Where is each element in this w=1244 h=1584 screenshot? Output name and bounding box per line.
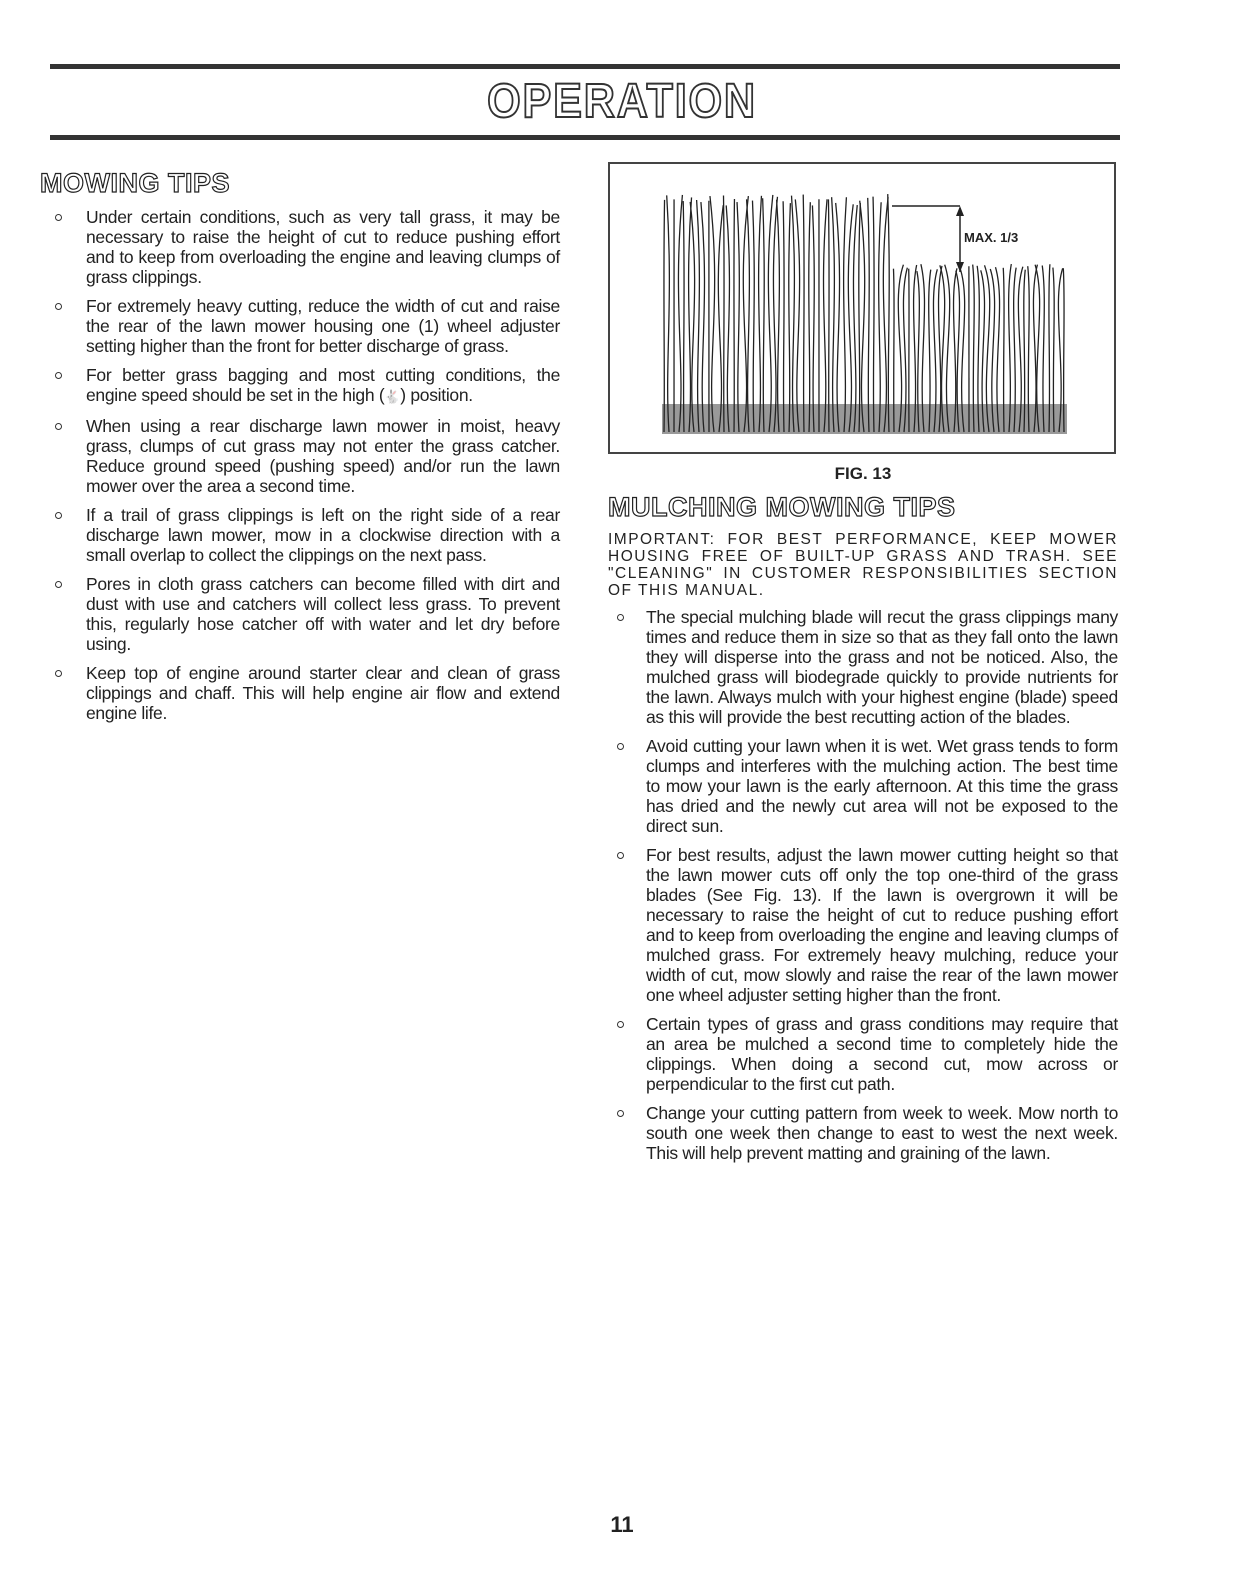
grass-blade: [803, 195, 804, 432]
list-item: [40, 416, 560, 496]
right-column: [608, 162, 1118, 1172]
bullet-icon: [617, 1021, 624, 1028]
rabbit-icon: 🐇: [384, 389, 401, 404]
grass-blade: [883, 197, 888, 432]
ground: [662, 404, 1067, 434]
item-text: Pores in cloth grass catchers can become filled with dirt and dust with use and catchers will collect less grass. To prevent this, regularly hose catcher off with water and let dry before using.: [86, 574, 560, 654]
grass-blade: [873, 197, 874, 432]
bullet-icon: [617, 852, 624, 859]
important-note: IMPORTANT: FOR BEST PERFORMANCE, KEEP MOWER HOUSING FREE OF BUILT-UP GRASS AND TRASH. SEE "CLEANING" IN CUSTOMER RESPONSIBILITIES SECTION OF THIS MANUAL.: [608, 531, 1118, 599]
list-item: [608, 736, 1118, 836]
list-item: [608, 607, 1118, 727]
list-item: [608, 1103, 1118, 1163]
bullet-icon: [55, 214, 62, 221]
item-text: The special mulching blade will recut the grass clippings many times and reduce them in size so that as they fall onto the lawn they will disperse into the grass and not be noticed. Also, the mulched grass will biodegrade quickly to provide nutrients for the lawn. Always mulch with your highest engine (blade) speed as this will provide the best recutting action of the blades.: [646, 607, 1118, 727]
grass-blade: [868, 198, 869, 432]
max-label: MAX. 1/3: [964, 230, 1019, 245]
bullet-icon: [55, 303, 62, 310]
list-item: [608, 845, 1118, 1005]
grass-blade: [683, 201, 684, 432]
arrow-up-icon: [956, 206, 964, 216]
grass-blade: [795, 199, 799, 432]
grass-blade: [1028, 266, 1029, 432]
grass-blade: [1003, 268, 1004, 432]
grass-blade: [726, 205, 729, 432]
item-text: If a trail of grass clippings is left on the right side of a rear discharge lawn mower, mow in a clockwise direction with a small overlap to collect the clippings on the next pass.: [86, 505, 560, 565]
grass-blade: [763, 198, 765, 432]
grass-illustration: [610, 164, 1114, 452]
grass-blade: [723, 195, 724, 432]
figure-13: [608, 162, 1116, 454]
grass-blade: [836, 203, 840, 432]
grass-blade: [860, 201, 865, 432]
grass-blade: [853, 205, 857, 432]
list-item: [40, 505, 560, 565]
bullet-icon: [55, 670, 62, 677]
list-item: [40, 663, 560, 723]
grass-blade: [789, 203, 791, 432]
grass-blade: [859, 203, 860, 432]
grass-blade: [664, 200, 665, 432]
item-text: For extremely heavy cutting, reduce the width of cut and raise the rear of the lawn mower housing one (1) wheel adjuster setting higher than the front for better discharge of grass.: [86, 296, 560, 356]
item-text: For better grass bagging and most cutting conditions, the engine speed should be set in the high (: [86, 365, 560, 405]
bullet-icon: [55, 372, 62, 379]
list-item: [40, 365, 560, 407]
mowing-tips-section: [40, 168, 560, 732]
grass-blade: [710, 196, 715, 432]
grass-blade: [828, 199, 829, 432]
grass-blade: [667, 195, 670, 432]
bullet-icon: [617, 614, 624, 621]
grass-blade: [832, 197, 835, 432]
item-text: When using a rear discharge lawn mower in moist, heavy grass, clumps of cut grass may not enter the grass catcher. Reduce ground speed (pushing speed) and/or run the lawn mower over the area a second time.: [86, 416, 560, 496]
grass-blade: [973, 265, 975, 432]
grass-blade: [893, 269, 894, 432]
list-item: [608, 1014, 1118, 1094]
grass-blade: [812, 205, 814, 432]
item-text: Certain types of grass and grass conditions may require that an area be mulched a second time to completely hide the clippings. When doing a second cut, mow across or perpendicular to the first cut path.: [646, 1014, 1118, 1094]
item-text: Avoid cutting your lawn when it is wet. Wet grass tends to form clumps and interferes with the mulching action. The best time to mow your lawn is the early afternoon. At this time the grass has dried and the newly cut area will not be exposed to the direct sun.: [646, 736, 1118, 836]
grass-blade: [768, 195, 772, 432]
mulching-heading: MULCHING MOWING TIPS: [608, 492, 956, 522]
grass-blade: [777, 200, 780, 432]
mowing-tips-heading: MOWING TIPS: [40, 168, 230, 198]
top-rule: [50, 64, 1120, 69]
bullet-icon: [55, 423, 62, 430]
grass-blade: [844, 197, 847, 432]
grass-blade: [689, 197, 692, 432]
grass-blade: [809, 202, 811, 432]
bullet-icon: [617, 743, 624, 750]
grass-blade: [792, 196, 795, 432]
title-rule: [50, 135, 1120, 140]
grass-blade: [678, 195, 682, 432]
item-text: For best results, adjust the lawn mower cutting height so that the lawn mower cuts off only the top one-third of the grass blades (See Fig. 13). If the lawn is overgrown it will be necessary to raise the height of cut to reduce pushing effort and to keep from overloading the engine and leaving clumps of mulched grass. For extremely heavy mulching, reduce your width of cut, mow slowly and raise the rear of the lawn mower one wheel adjuster setting higher than the front.: [646, 845, 1118, 1005]
grass-blade: [879, 202, 881, 432]
item-text: ) position.: [400, 385, 473, 405]
list-item: [40, 296, 560, 356]
grass-blade: [824, 199, 828, 432]
page-number: 11: [610, 1512, 634, 1537]
grass-blade: [759, 196, 762, 432]
grass-blade: [734, 199, 735, 432]
page-title: OPERATION: [487, 75, 757, 128]
grass-blade: [701, 202, 705, 432]
item-text: Keep top of engine around starter clear and clean of grass clippings and chaff. This will help engine air flow and extend engine life.: [86, 663, 560, 723]
bullet-icon: [55, 512, 62, 519]
grass-blade: [718, 205, 723, 432]
grass-blade: [1063, 268, 1064, 432]
grass-blade: [697, 200, 700, 432]
grass-blade: [1053, 268, 1054, 432]
grass-blade: [773, 197, 777, 432]
grass-blade: [1024, 270, 1025, 432]
figure-caption: FIG. 13: [834, 464, 892, 483]
grass-blade: [888, 194, 889, 432]
bullet-icon: [55, 581, 62, 588]
item-text: Change your cutting pattern from week to week. Mow north to south one week then change to east to west the next week. This will help prevent matting and graining of the lawn.: [646, 1103, 1118, 1163]
mulching-tips-list: [608, 607, 1118, 1163]
bullet-icon: [617, 1110, 624, 1117]
list-item: [40, 207, 560, 287]
grass-blade: [783, 201, 784, 432]
grass-blade: [737, 202, 739, 432]
mowing-tips-list: [40, 207, 560, 723]
arrow-down-icon: [956, 262, 964, 272]
grass-blade: [752, 201, 754, 432]
list-item: [40, 574, 560, 654]
grass-blade: [848, 204, 853, 432]
item-text: Under certain conditions, such as very tall grass, it may be necessary to raise the height of cut to reduce pushing effort and to keep from overloading the engine and leaving clumps of grass clippings.: [86, 207, 560, 287]
grass-blade: [1049, 264, 1050, 432]
